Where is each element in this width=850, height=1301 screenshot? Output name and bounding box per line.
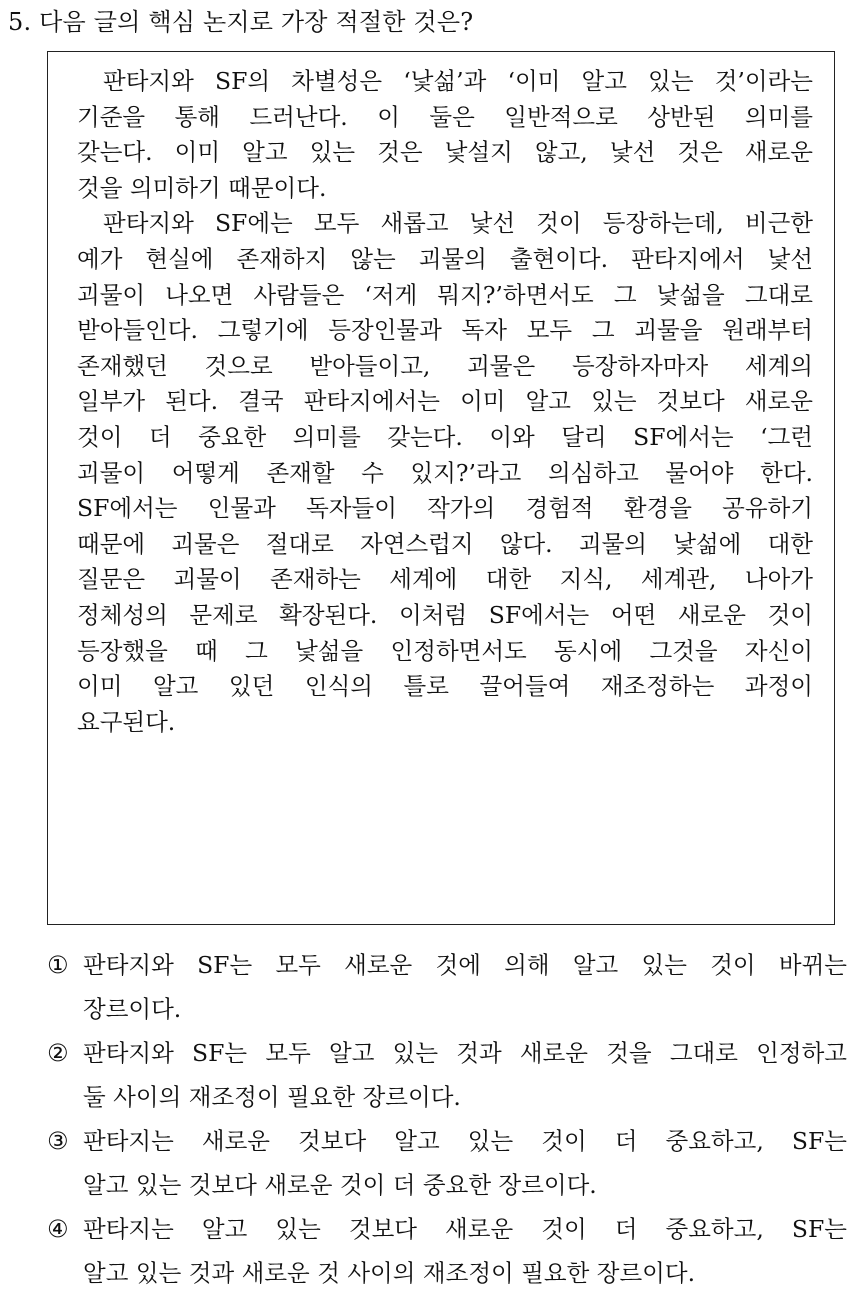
option-text-line: 판타지는 새로운 것보다 알고 있는 것이 더 중요하고, SF는: [83, 1127, 847, 1155]
passage-line: 괴물이 나오면 사람들은 ‘저게 뭐지?’하면서도 그 낯섦을 그대로: [77, 280, 813, 309]
passage-line: 정체성의 문제로 확장된다. 이처럼 SF에서는 어떤 새로운 것이: [77, 600, 813, 629]
option-marker: ①: [47, 951, 69, 979]
question-header: [8, 2, 473, 42]
option-marker: ②: [47, 1039, 69, 1067]
passage-box: [47, 51, 835, 925]
passage-line: 판타지와 SF의 차별성은 ‘낯섦’과 ‘이미 알고 있는 것’이라는: [103, 67, 813, 95]
question-number: 5.: [8, 8, 32, 36]
option-text-line: 알고 있는 것과 새로운 것 사이의 재조정이 필요한 장르이다.: [83, 1259, 696, 1287]
passage-line: 갖는다. 이미 알고 있는 것은 낯설지 않고, 낯선 것은 새로운: [77, 138, 813, 167]
option-text-line: 장르이다.: [83, 995, 182, 1023]
passage-line: 것이 더 중요한 의미를 갖는다. 이와 달리 SF에서는 ‘그런: [77, 422, 813, 451]
passage-line: 일부가 된다. 결국 판타지에서는 이미 알고 있는 것보다 새로운: [77, 387, 813, 416]
answer-option-3[interactable]: [47, 1119, 847, 1207]
answer-option-4[interactable]: [47, 1207, 847, 1295]
question-title: 다음 글의 핵심 논지로 가장 적절한 것은?: [39, 8, 474, 36]
passage-text: [77, 64, 813, 740]
option-marker: ④: [47, 1215, 69, 1243]
option-text-line: 판타지와 SF는 모두 새로운 것에 의해 알고 있는 것이 바뀌는: [83, 951, 847, 979]
answer-option-2[interactable]: [47, 1031, 847, 1119]
passage-line: 기준을 통해 드러난다. 이 둘은 일반적으로 상반된 의미를: [77, 102, 813, 131]
passage-line: 질문은 괴물이 존재하는 세계에 대한 지식, 세계관, 나아가: [77, 565, 813, 594]
passage-line: 괴물이 어떻게 존재할 수 있지?’라고 의심하고 물어야 한다.: [77, 458, 813, 487]
passage-line: 존재했던 것으로 받아들이고, 괴물은 등장하자마자 세계의: [77, 351, 813, 380]
passage-line: 요구된다.: [77, 707, 176, 736]
answer-options: [47, 943, 847, 1295]
option-text-line: 둘 사이의 재조정이 필요한 장르이다.: [83, 1083, 461, 1111]
answer-option-1[interactable]: [47, 943, 847, 1031]
passage-line: 등장했을 때 그 낯섦을 인정하면서도 동시에 그것을 자신이: [77, 636, 813, 665]
option-text-line: 판타지와 SF는 모두 알고 있는 것과 새로운 것을 그대로 인정하고: [83, 1039, 847, 1067]
option-text-line: 판타지는 알고 있는 것보다 새로운 것이 더 중요하고, SF는: [83, 1215, 847, 1243]
option-text-line: 알고 있는 것보다 새로운 것이 더 중요한 장르이다.: [83, 1171, 597, 1199]
option-marker: ③: [47, 1127, 69, 1155]
passage-line: 이미 알고 있던 인식의 틀로 끌어들여 재조정하는 과정이: [77, 672, 813, 701]
passage-line: SF에서는 인물과 독자들이 작가의 경험적 환경을 공유하기: [77, 494, 813, 523]
passage-line: 때문에 괴물은 절대로 자연스럽지 않다. 괴물의 낯섦에 대한: [77, 529, 813, 558]
passage-line: 받아들인다. 그렇기에 등장인물과 독자 모두 그 괴물을 원래부터: [77, 316, 813, 345]
passage-line: 판타지와 SF에는 모두 새롭고 낯선 것이 등장하는데, 비근한: [103, 209, 813, 238]
passage-line: 것을 의미하기 때문이다.: [77, 173, 327, 202]
passage-line: 예가 현실에 존재하지 않는 괴물의 출현이다. 판타지에서 낯선: [77, 244, 813, 273]
